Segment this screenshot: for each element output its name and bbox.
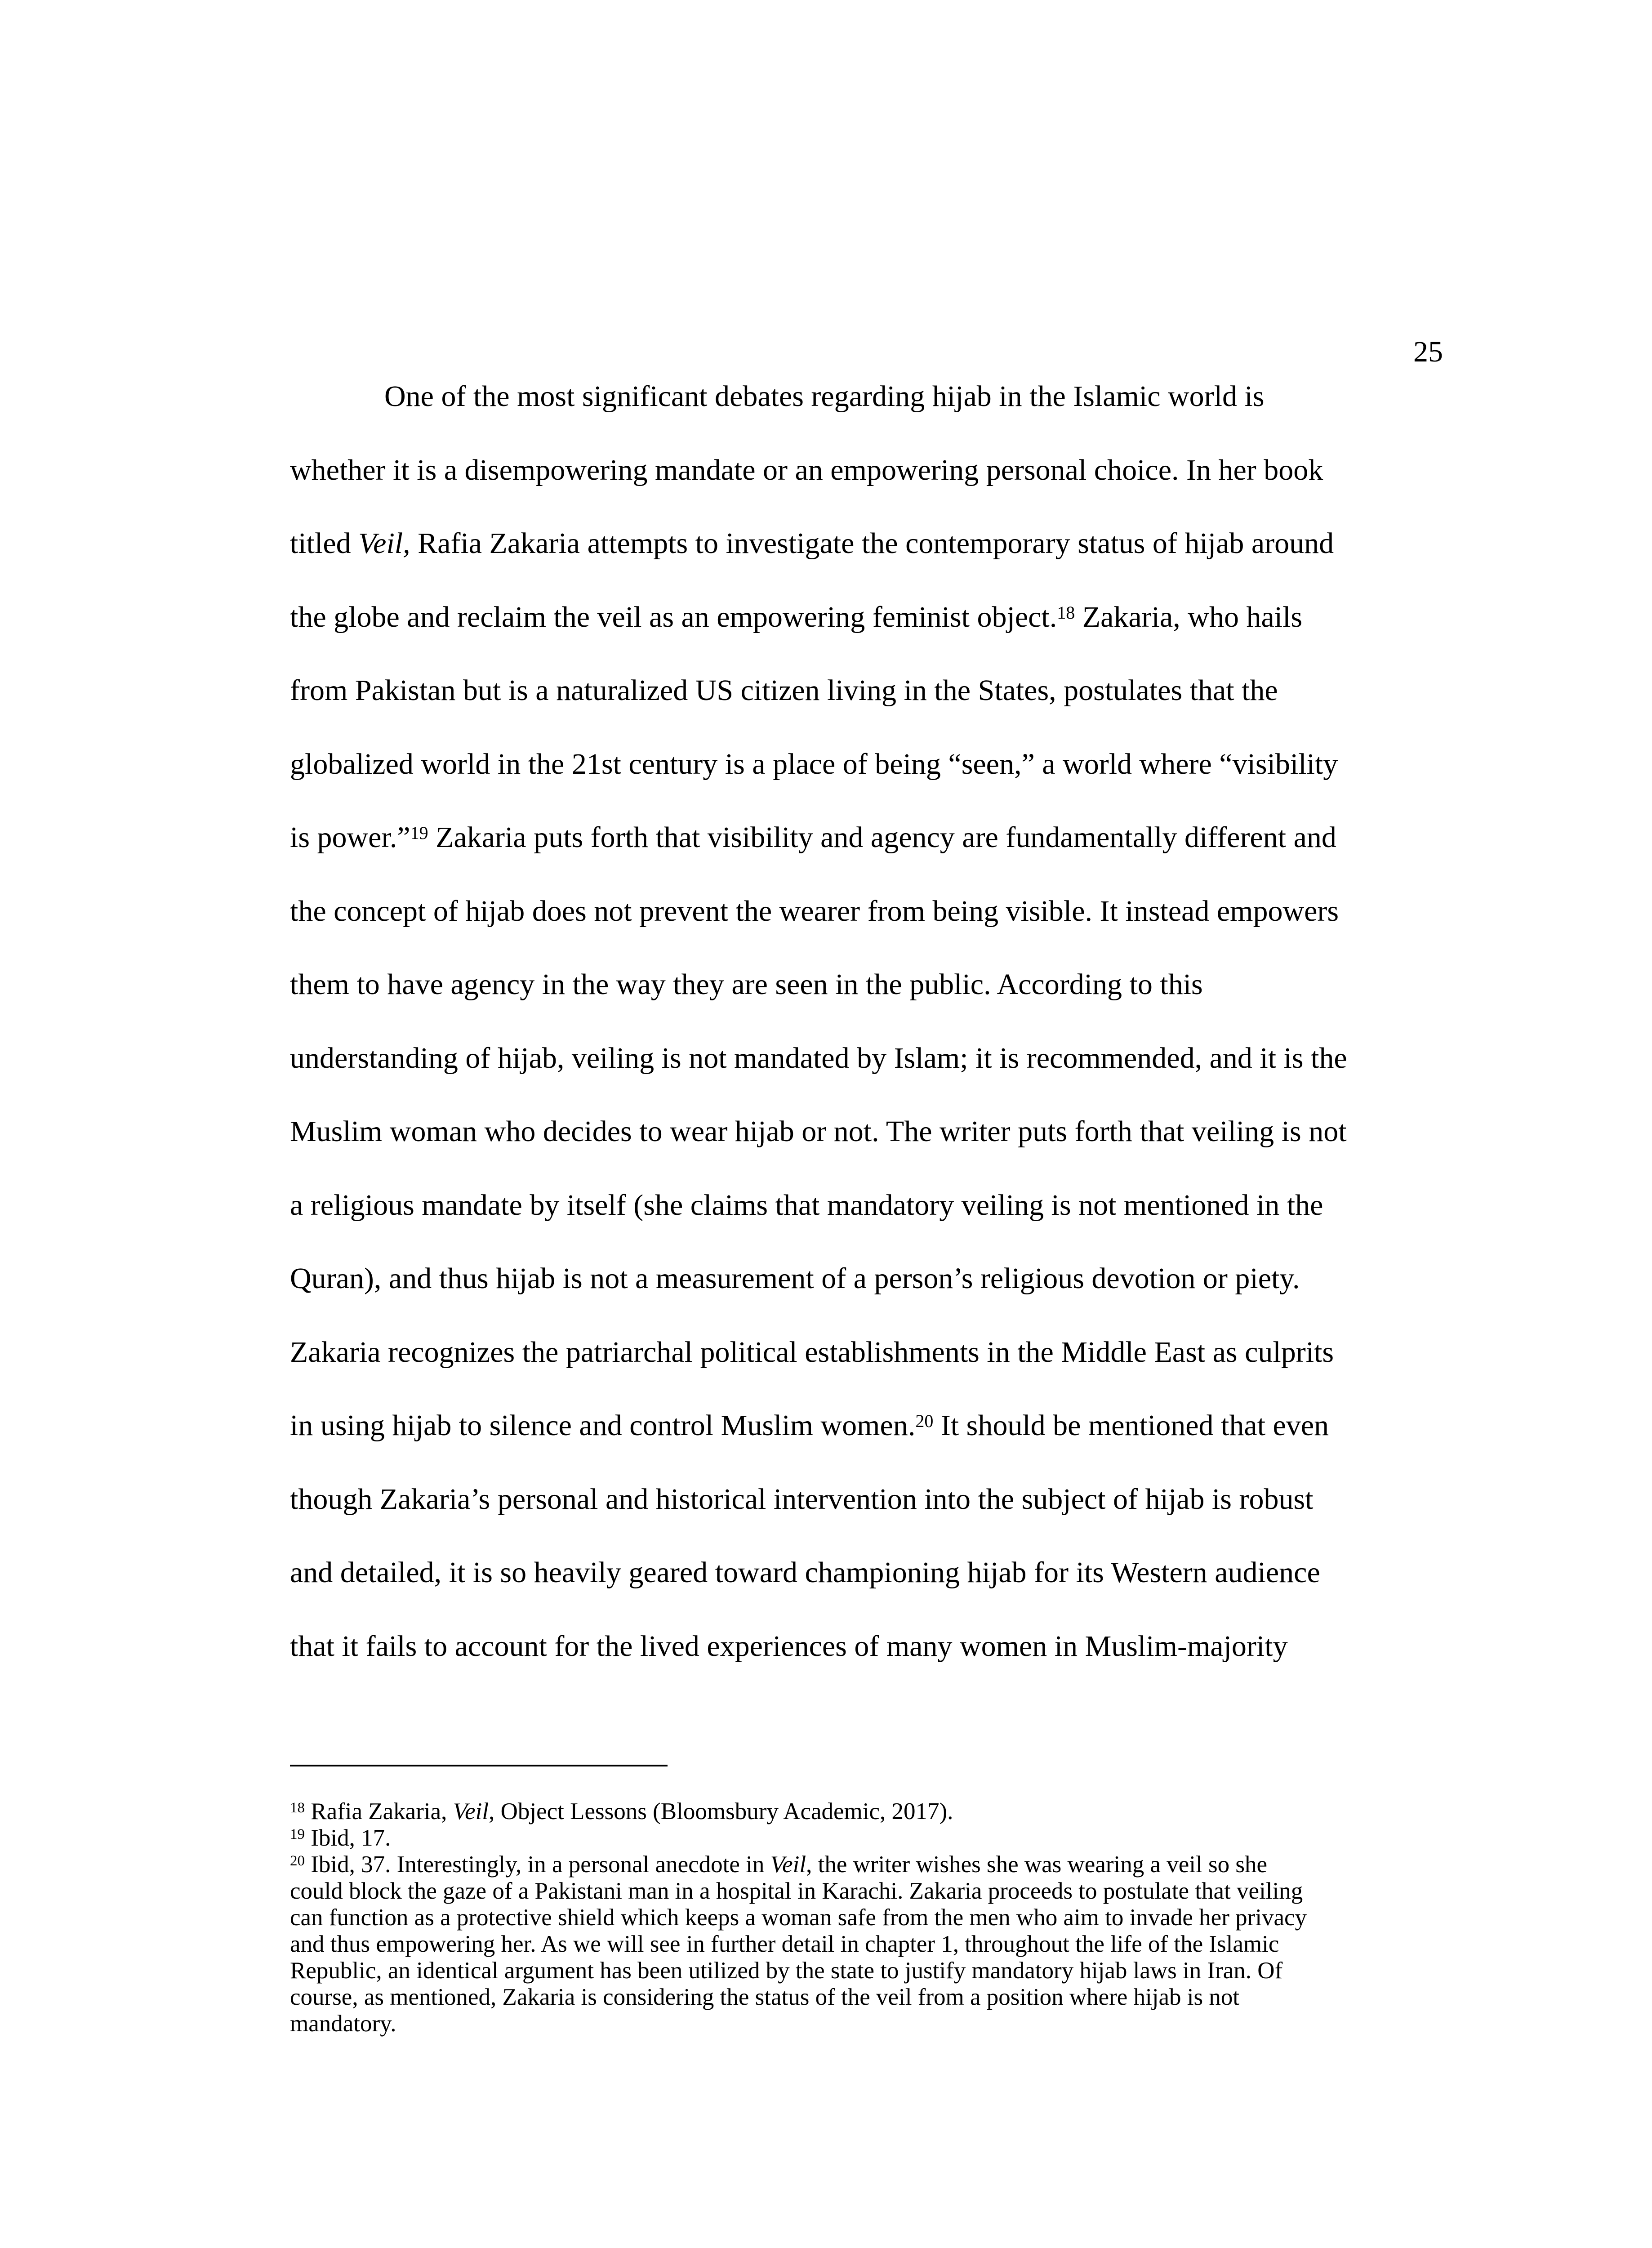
text-run: the concept of hijab does not prevent the wearer from being visible. It instead empowers <box>290 894 1339 928</box>
text-run: Rafia Zakaria attempts to investigate the contemporary status of hijab around <box>410 527 1334 560</box>
text-run: understanding of hijab, veiling is not mandated by Islam; it is recommended, and it is the <box>290 1041 1347 1075</box>
text-run: Veil <box>453 1798 489 1824</box>
text-run: Ibid, 17. <box>305 1825 391 1851</box>
body-line <box>290 1040 1423 1114</box>
text-run: and thus empowering her. As we will see in further detail in chapter 1, throughout the life of the Islamic <box>290 1931 1279 1957</box>
page-number: 25 <box>1413 335 1443 368</box>
text-run: can function as a protective shield which keeps a woman safe from the men who aim to invade her privacy <box>290 1905 1307 1931</box>
body-line <box>290 820 1423 893</box>
text-run: Zakaria puts forth that visibility and agency are fundamentally different and <box>428 821 1336 854</box>
text-run: that it fails to account for the lived experiences of many women in Muslim-majority <box>290 1629 1288 1663</box>
body-line <box>290 1481 1423 1555</box>
text-run: , the writer wishes she was wearing a veil so she <box>806 1851 1268 1878</box>
text-run: whether it is a disempowering mandate or an empowering personal choice. In her book <box>290 453 1323 486</box>
text-run: titled <box>290 527 359 560</box>
footnote-divider <box>290 1765 668 1766</box>
text-run: mandatory. <box>290 2011 396 2037</box>
body-line <box>290 1555 1423 1628</box>
footnote-line <box>290 1825 1432 1851</box>
footnotes <box>290 1798 1432 2037</box>
text-run: Veil <box>770 1851 806 1878</box>
footnote-line <box>290 1984 1432 2011</box>
footnote-line <box>290 1878 1432 1905</box>
text-run: Ibid, 37. Interestingly, in a personal anecdote in <box>305 1851 770 1878</box>
footnote-line <box>290 1931 1432 1958</box>
footnote-line <box>290 2011 1432 2037</box>
footnote-line <box>290 1798 1432 1825</box>
text-run: Veil, <box>358 527 410 560</box>
footnote-line <box>290 1905 1432 1931</box>
text-run: One of the most significant debates regarding hijab in the Islamic world is <box>384 380 1265 413</box>
footnote-line <box>290 1851 1432 1878</box>
text-run: though Zakaria’s personal and historical intervention into the subject of hijab is robust <box>290 1482 1314 1516</box>
text-run: It should be mentioned that even <box>933 1409 1329 1442</box>
text-run: Quran), and thus hijab is not a measurement of a person’s religious devotion or piety. <box>290 1262 1300 1295</box>
text-run: course, as mentioned, Zakaria is considering the status of the veil from a position where hijab is not <box>290 1984 1240 2010</box>
body-line <box>290 599 1423 673</box>
text-run: Zakaria recognizes the patriarchal political establishments in the Middle East as culprits <box>290 1335 1334 1369</box>
text-run: Republic, an identical argument has been utilized by the state to justify mandatory hijab laws in Iran. Of <box>290 1958 1283 1984</box>
text-run: them to have agency in the way they are seen in the public. According to this <box>290 968 1203 1001</box>
text-run: globalized world in the 21st century is a place of being “seen,” a world where “visibility <box>290 747 1338 781</box>
body-line <box>290 1187 1423 1261</box>
footnote-line <box>290 1958 1432 1984</box>
footnote-marker: 18 <box>1057 602 1075 623</box>
text-run: is power.” <box>290 821 410 854</box>
body-paragraph <box>290 379 1423 1702</box>
body-line <box>290 673 1423 746</box>
body-line <box>290 1334 1423 1408</box>
text-run: and detailed, it is so heavily geared toward championing hijab for its Western audience <box>290 1556 1320 1589</box>
body-line <box>290 893 1423 967</box>
body-line <box>290 1261 1423 1334</box>
footnote-marker: 18 <box>290 1800 305 1816</box>
body-line <box>290 1628 1423 1702</box>
text-run: a religious mandate by itself (she claims that mandatory veiling is not mentioned in the <box>290 1188 1323 1222</box>
body-line <box>290 1408 1423 1481</box>
text-run: , Object Lessons (Bloomsbury Academic, 2017). <box>489 1798 953 1824</box>
body-line <box>290 746 1423 820</box>
body-line <box>290 967 1423 1040</box>
footnote-marker: 20 <box>915 1411 934 1431</box>
body-line <box>290 452 1423 526</box>
footnote-marker: 20 <box>290 1853 305 1869</box>
body-line <box>290 1114 1423 1187</box>
footnote-marker: 19 <box>410 823 428 843</box>
text-run: Rafia Zakaria, <box>305 1798 453 1824</box>
text-run: could block the gaze of a Pakistani man in a hospital in Karachi. Zakaria proceeds to postulate that veiling <box>290 1878 1303 1904</box>
body-line <box>290 379 1423 452</box>
text-run: from Pakistan but is a naturalized US citizen living in the States, postulates that the <box>290 674 1278 707</box>
text-run: in using hijab to silence and control Muslim women. <box>290 1409 916 1442</box>
text-run: the globe and reclaim the veil as an empowering feminist object. <box>290 600 1057 633</box>
body-line <box>290 526 1423 599</box>
text-run: Zakaria, who hails <box>1075 600 1303 633</box>
footnote-marker: 19 <box>290 1826 305 1842</box>
text-run: Muslim woman who decides to wear hijab or not. The writer puts forth that veiling is not <box>290 1115 1347 1148</box>
